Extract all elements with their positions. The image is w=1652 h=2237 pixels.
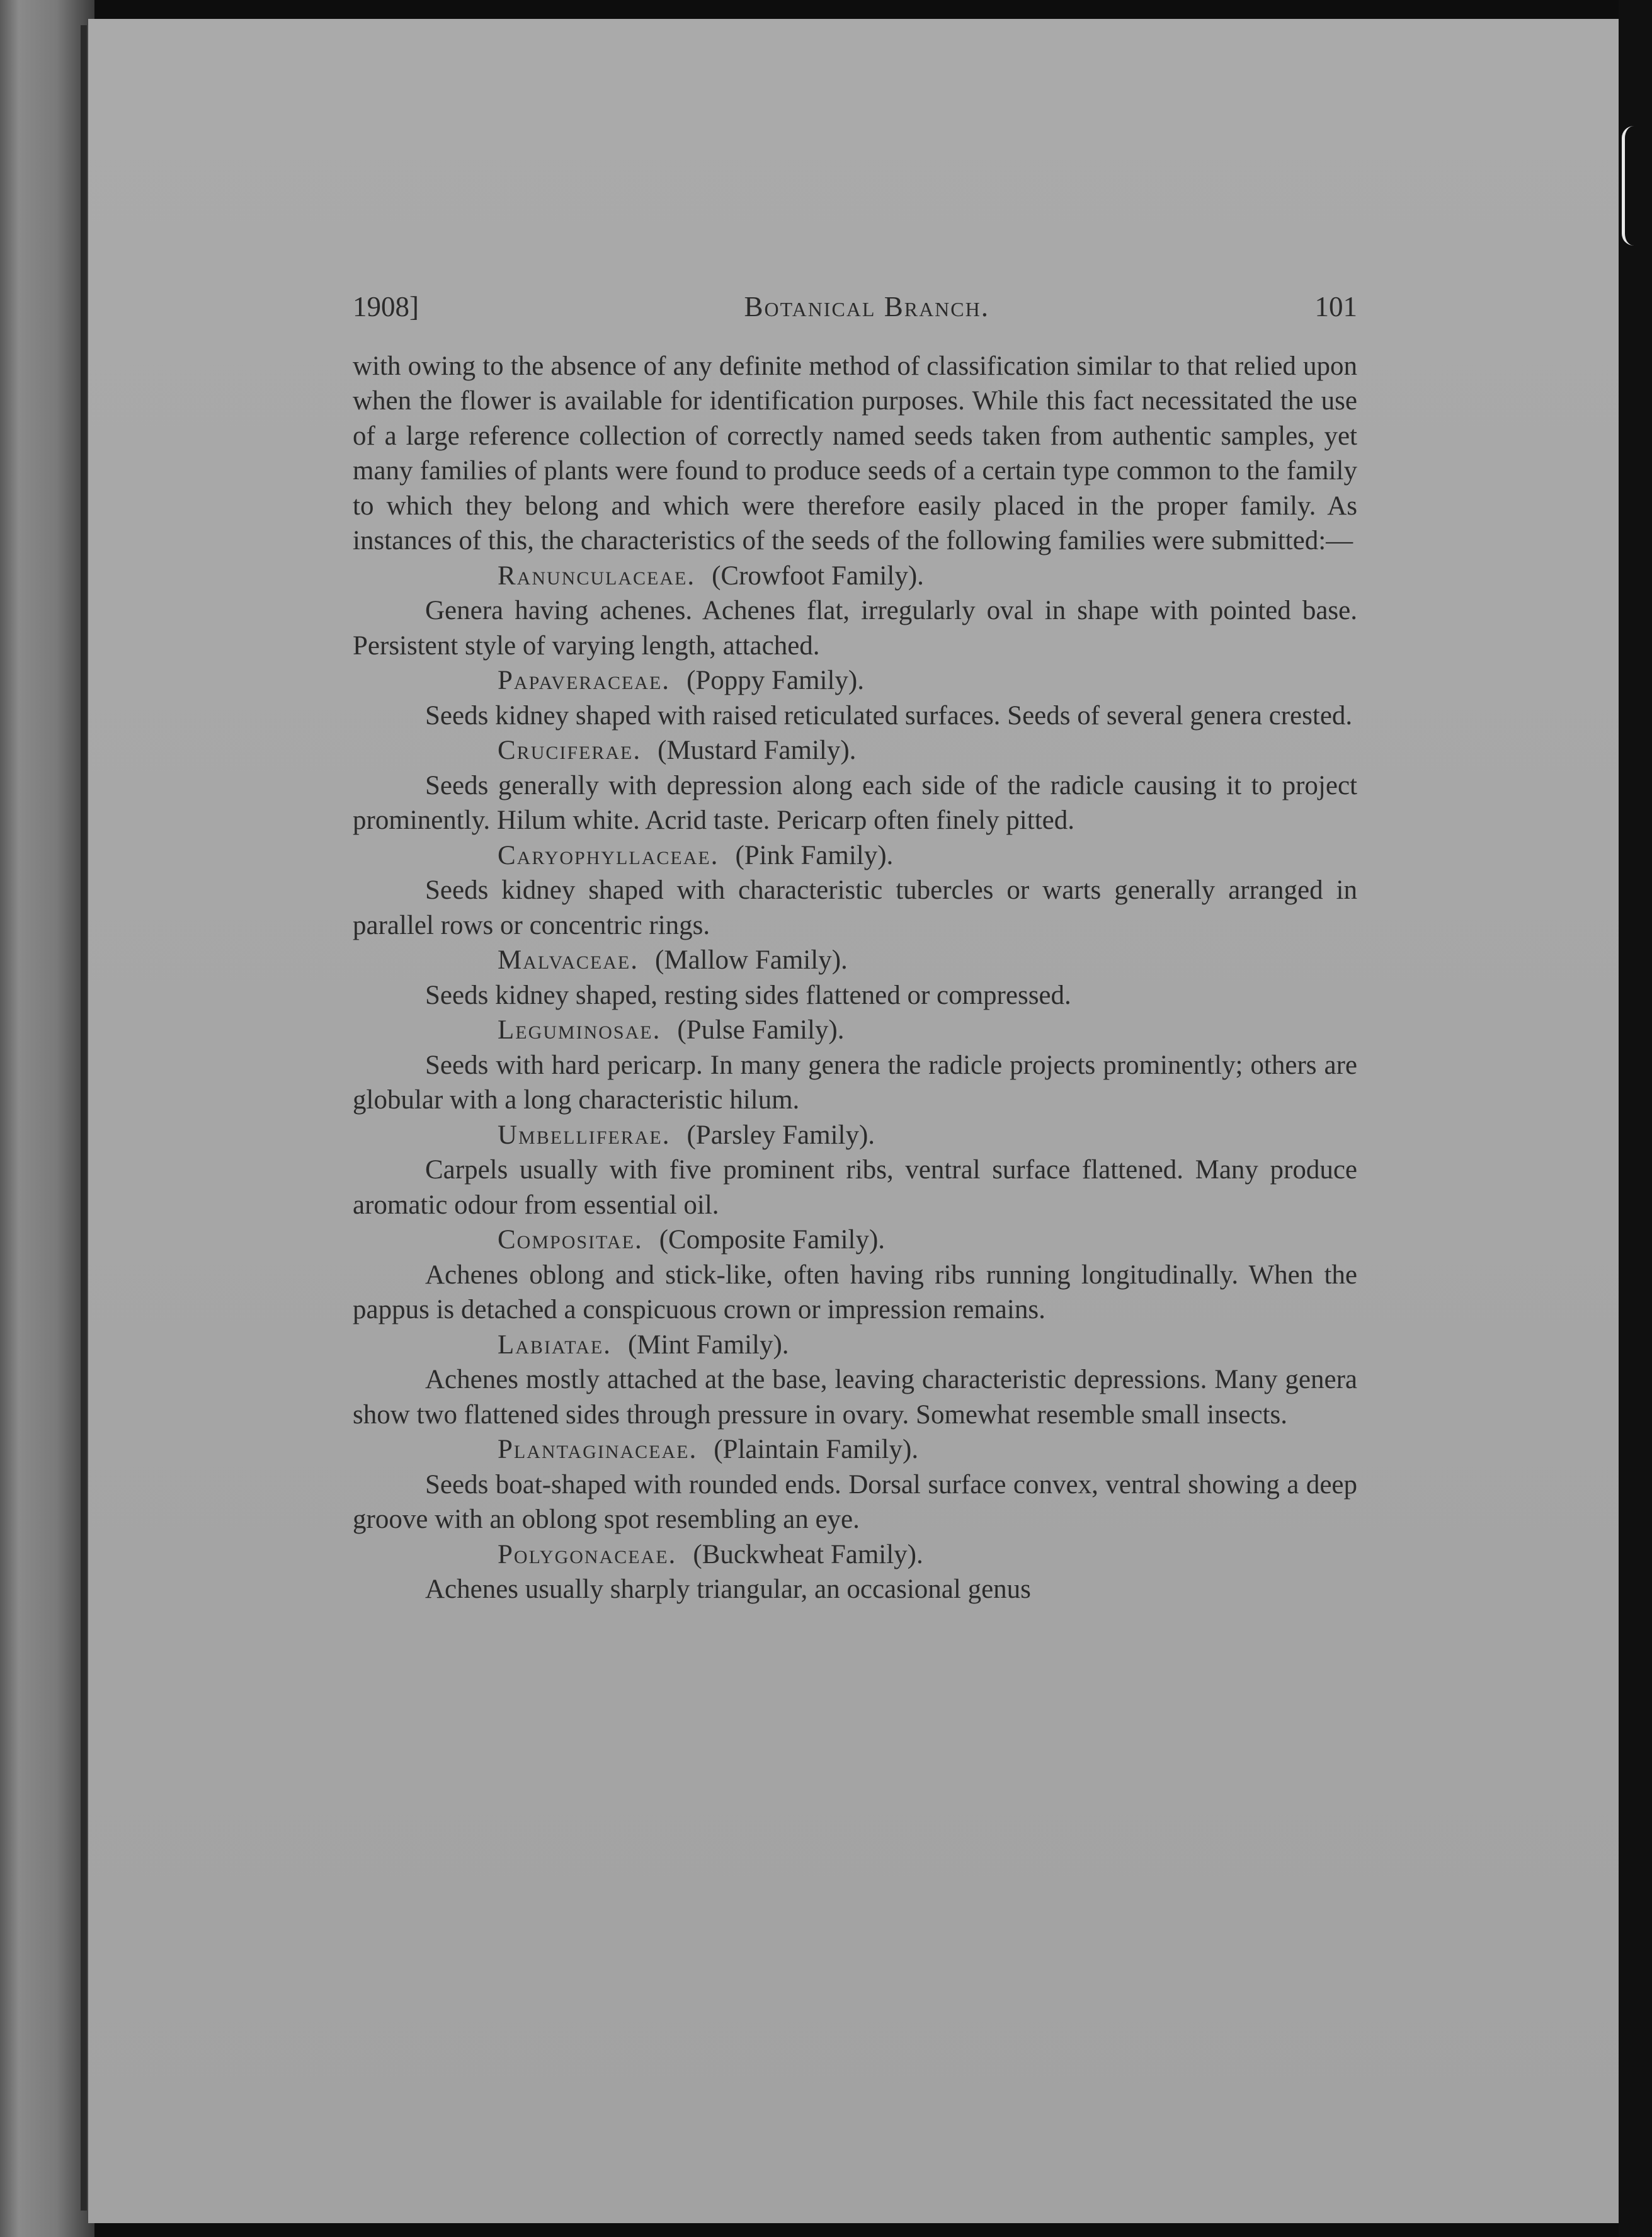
family-heading	[353, 1118, 1357, 1153]
family-heading	[353, 1328, 1357, 1363]
family-heading	[353, 943, 1357, 978]
family-heading	[353, 1432, 1357, 1467]
header-title: Botanical Branch.	[744, 291, 989, 322]
family-name: Ranunculaceae.	[498, 561, 696, 591]
scan-artifact-mark	[1622, 126, 1634, 246]
family-description: Seeds with hard pericarp. In many genera the radicle projects prominently; others are globular with a long characteristic hilum.	[353, 1050, 1357, 1115]
family-common-name: (Plaintain Family).	[714, 1435, 919, 1464]
family-heading	[353, 663, 1357, 698]
page-number: 101	[1314, 291, 1357, 322]
family-heading	[353, 559, 1357, 594]
family-description: Achenes usually sharply triangular, an occasional genus	[425, 1574, 1031, 1604]
family-description: Seeds kidney shaped with characteristic tubercles or warts generally arranged in parallel rows or concentric rings.	[353, 875, 1357, 940]
family-description: Achenes oblong and stick-like, often having ribs running longitudinally. When the pappus is detached a conspicuous crown or impression remains.	[353, 1260, 1357, 1324]
scan-right-margin	[1619, 0, 1652, 2237]
family-description: Genera having achenes. Achenes flat, irregularly oval in shape with pointed base. Persistent style of varying length, attached.	[353, 596, 1357, 661]
family-heading	[353, 733, 1357, 768]
family-name: Plantaginaceae.	[498, 1435, 698, 1464]
intro-paragraph: with owing to the absence of any definite method of classification similar to that relied upon when the flower is available for identification purposes. While this fact necessitated the use of a large reference collection of correctly named seeds taken from authentic samples, yet many families of plants were found to produce seeds of a certain type common to the family to which they belong and which were therefore easily placed in the proper family. As instances of this, the characteristics of the seeds of the following families were submitted:—	[353, 351, 1357, 555]
family-name: Leguminosae.	[498, 1015, 661, 1045]
family-common-name: (Mint Family).	[627, 1329, 789, 1360]
family-common-name: (Pink Family).	[735, 840, 894, 870]
family-name: Labiatae.	[498, 1329, 612, 1360]
family-heading	[353, 1537, 1357, 1573]
family-name: Cruciferae.	[498, 736, 642, 765]
family-common-name: (Parsley Family).	[686, 1120, 875, 1150]
family-heading	[353, 838, 1357, 874]
header-year: 1908]	[353, 291, 419, 322]
family-description: Seeds kidney shaped with raised reticulated surfaces. Seeds of several genera crested.	[425, 700, 1353, 731]
page-content	[353, 290, 1357, 1607]
family-common-name: (Buckwheat Family).	[693, 1539, 923, 1569]
family-name: Compositae.	[498, 1225, 643, 1255]
family-common-name: (Crowfoot Family).	[712, 561, 924, 591]
family-common-name: (Composite Family).	[659, 1225, 886, 1255]
family-name: Caryophyllaceae.	[498, 840, 719, 870]
family-description: Seeds generally with depression along each side of the radicle causing it to project prominently. Hilum white. Acrid taste. Pericarp often finely pitted.	[353, 770, 1357, 835]
family-description: Carpels usually with five prominent ribs, ventral surface flattened. Many produce aromatic odour from essential oil.	[353, 1155, 1357, 1220]
family-description: Achenes mostly attached at the base, leaving characteristic depressions. Many genera show two flattened sides through pressure in ovary. Somewhat resemble small insects.	[353, 1365, 1357, 1430]
family-heading	[353, 1013, 1357, 1048]
family-common-name: (Mallow Family).	[655, 945, 848, 975]
family-name: Papaveraceae.	[498, 666, 671, 695]
running-header	[353, 290, 1357, 325]
family-description: Seeds kidney shaped, resting sides flattened or compressed.	[425, 980, 1071, 1010]
family-name: Umbelliferae.	[498, 1120, 671, 1150]
family-heading	[353, 1222, 1357, 1258]
page-left-edge	[81, 25, 87, 2211]
family-description: Seeds boat-shaped with rounded ends. Dorsal surface convex, ventral showing a deep groove with an oblong spot resembling an eye.	[353, 1469, 1357, 1534]
family-common-name: (Poppy Family).	[686, 666, 864, 695]
family-common-name: (Pulse Family).	[677, 1015, 845, 1045]
family-name: Polygonaceae.	[498, 1539, 677, 1569]
family-name: Malvaceae.	[498, 945, 639, 975]
family-common-name: (Mustard Family).	[658, 736, 857, 765]
